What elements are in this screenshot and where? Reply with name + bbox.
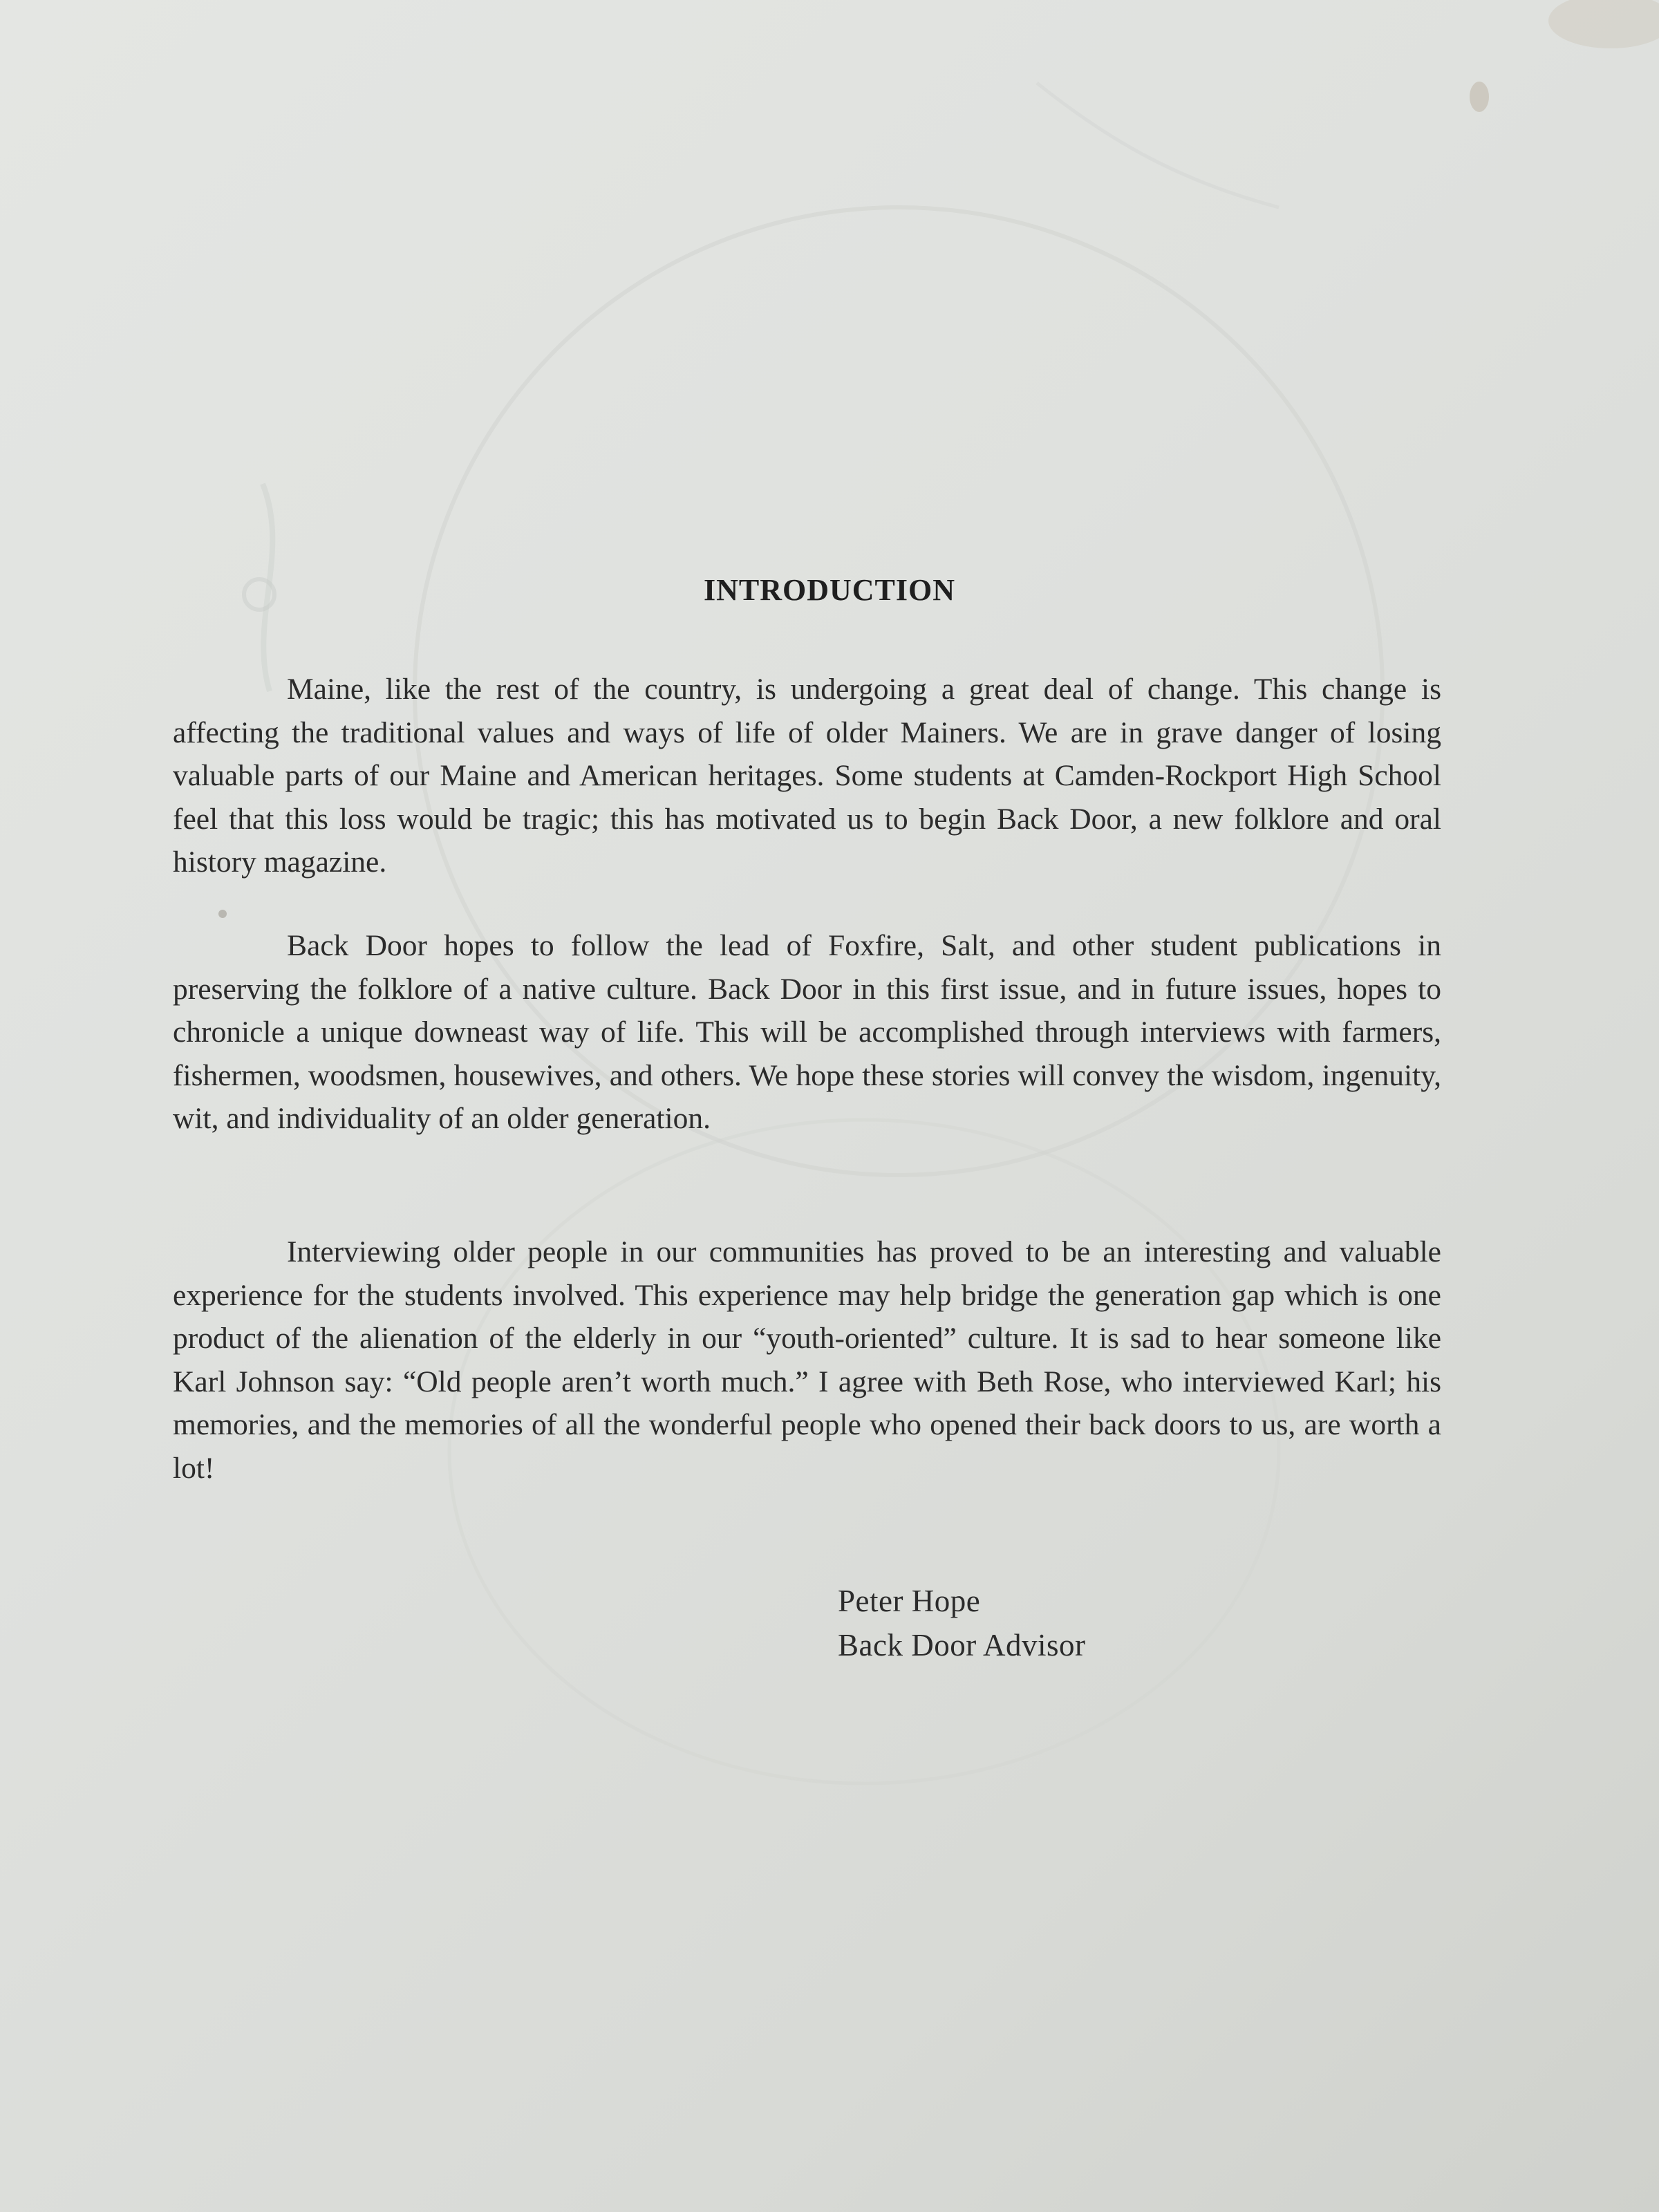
signature-name: Peter Hope [838,1584,981,1618]
signature-role: Back Door Advisor [838,1628,1086,1662]
page-title: INTRODUCTION [703,573,956,607]
paragraph-1: Maine, like the rest of the country, is undergoing a great deal of change. This change is affecting the traditional values and ways of life of older Mainers. We are in grave danger of losing valuable parts of our Maine and American heritages. Some students at Camden-Rockport High School feel that this loss would be tragic; this has motivated us to begin Back Door, a new folklore and oral history magazine. [173,673,1441,879]
paragraph-3: Interviewing older people in our communities has proved to be an interesting and valuable experience for the students involved. This experience may help bridge the generation gap which is one product of the alienation of the elderly in our “youth-oriented” culture. It is sad to hear someone like Karl Johnson say: “Old people aren’t worth much.” I agree with Beth Rose, who interviewed Karl; his memories, and the memories of all the wonderful people who opened their back doors to us, are worth a lot! [173,1235,1441,1485]
paragraph-2: Back Door hopes to follow the lead of Foxfire, Salt, and other student publications in preserving the folklore of a native culture. Back Door in this first issue, and in future issues, hopes to chronicle a unique downeast way of life. This will be accomplished through interviews with farmers, fishermen, woodsmen, housewives, and others. We hope these stories will convey the wisdom, ingenuity, wit, and individuality of an older generation. [173,929,1441,1135]
signature-block [838,1579,1085,1667]
